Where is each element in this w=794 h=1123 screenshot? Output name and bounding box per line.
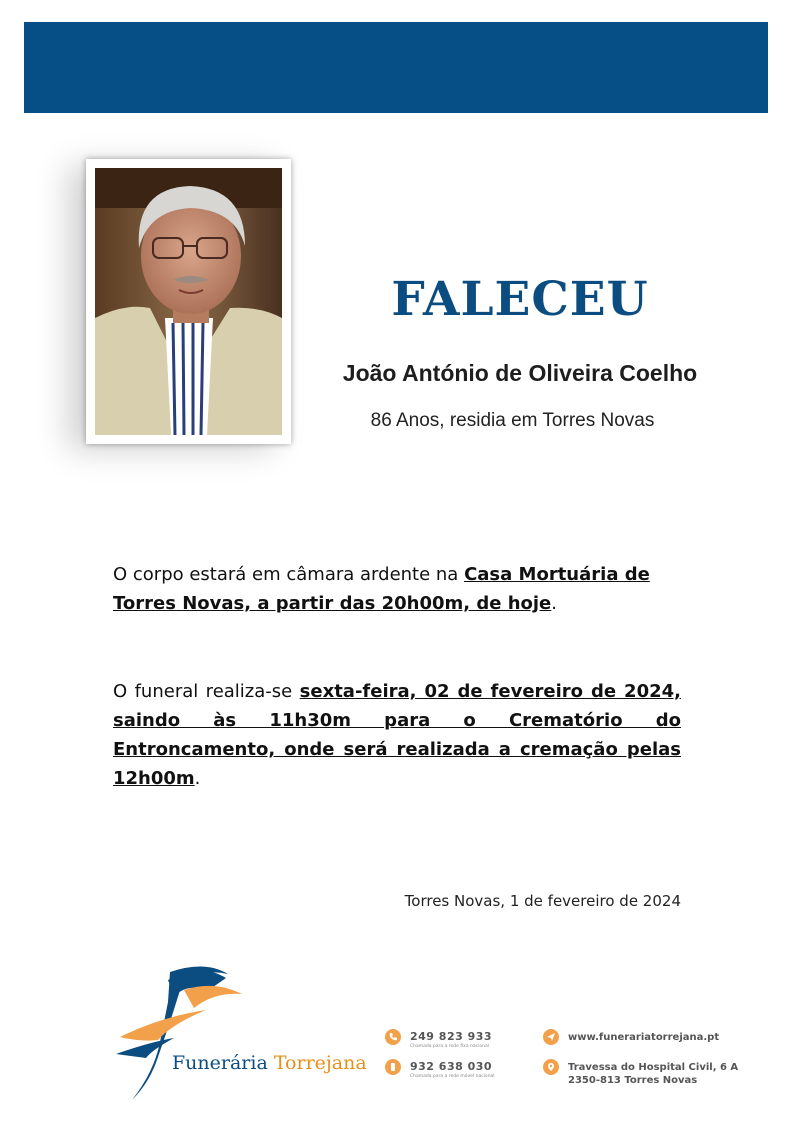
phone-2-note: Chamada para a rede móvel nacional (410, 1074, 495, 1079)
address-line-2: 2350-813 Torres Novas (568, 1075, 698, 1086)
company-name-first: Funerária (172, 1052, 274, 1074)
phone-1-note: Chamada para a rede fixa nacional (410, 1044, 489, 1049)
wake-end: . (551, 593, 558, 614)
location-icon (543, 1059, 559, 1075)
age-residence: 86 Anos, residia em Torres Novas (370, 410, 655, 431)
wake-text: O corpo estará em câmara ardente na (113, 564, 465, 585)
mobile-icon (385, 1059, 401, 1075)
phone-icon (385, 1029, 401, 1045)
website-link[interactable]: www.funerariatorrejana.pt (568, 1032, 720, 1043)
funeral-text: O funeral realiza-se (113, 681, 300, 702)
send-icon (543, 1029, 559, 1045)
funeral-paragraph (113, 677, 681, 793)
wake-paragraph (113, 560, 681, 618)
portrait-frame (86, 159, 291, 444)
deceased-name: João António de Oliveira Coelho (342, 360, 698, 386)
company-name-second: Torrejana (273, 1052, 367, 1074)
company-logo (110, 962, 340, 1107)
funeral-end: . (194, 768, 201, 789)
address (568, 1061, 738, 1087)
funeral-details: sexta-feira, 02 de fevereiro de 2024, saindo às 11h30m para o Crematório do Entroncamento, onde será realizada a cremação pelas 12h00m (113, 681, 681, 789)
wake-location: Casa Mortuária de Torres Novas, a partir das 20h00m, de hoje (113, 564, 650, 614)
phone-1[interactable]: 249 823 933 (410, 1030, 493, 1043)
notice-title: FALECEU (391, 272, 649, 327)
address-line-1: Travessa do Hospital Civil, 6 A (568, 1062, 739, 1073)
date-place: Torres Novas, 1 de fevereiro de 2024 (404, 892, 681, 910)
top-banner (24, 22, 768, 113)
phone-2[interactable]: 932 638 030 (410, 1060, 493, 1073)
portrait-photo (95, 168, 282, 435)
company-name (172, 1052, 367, 1074)
